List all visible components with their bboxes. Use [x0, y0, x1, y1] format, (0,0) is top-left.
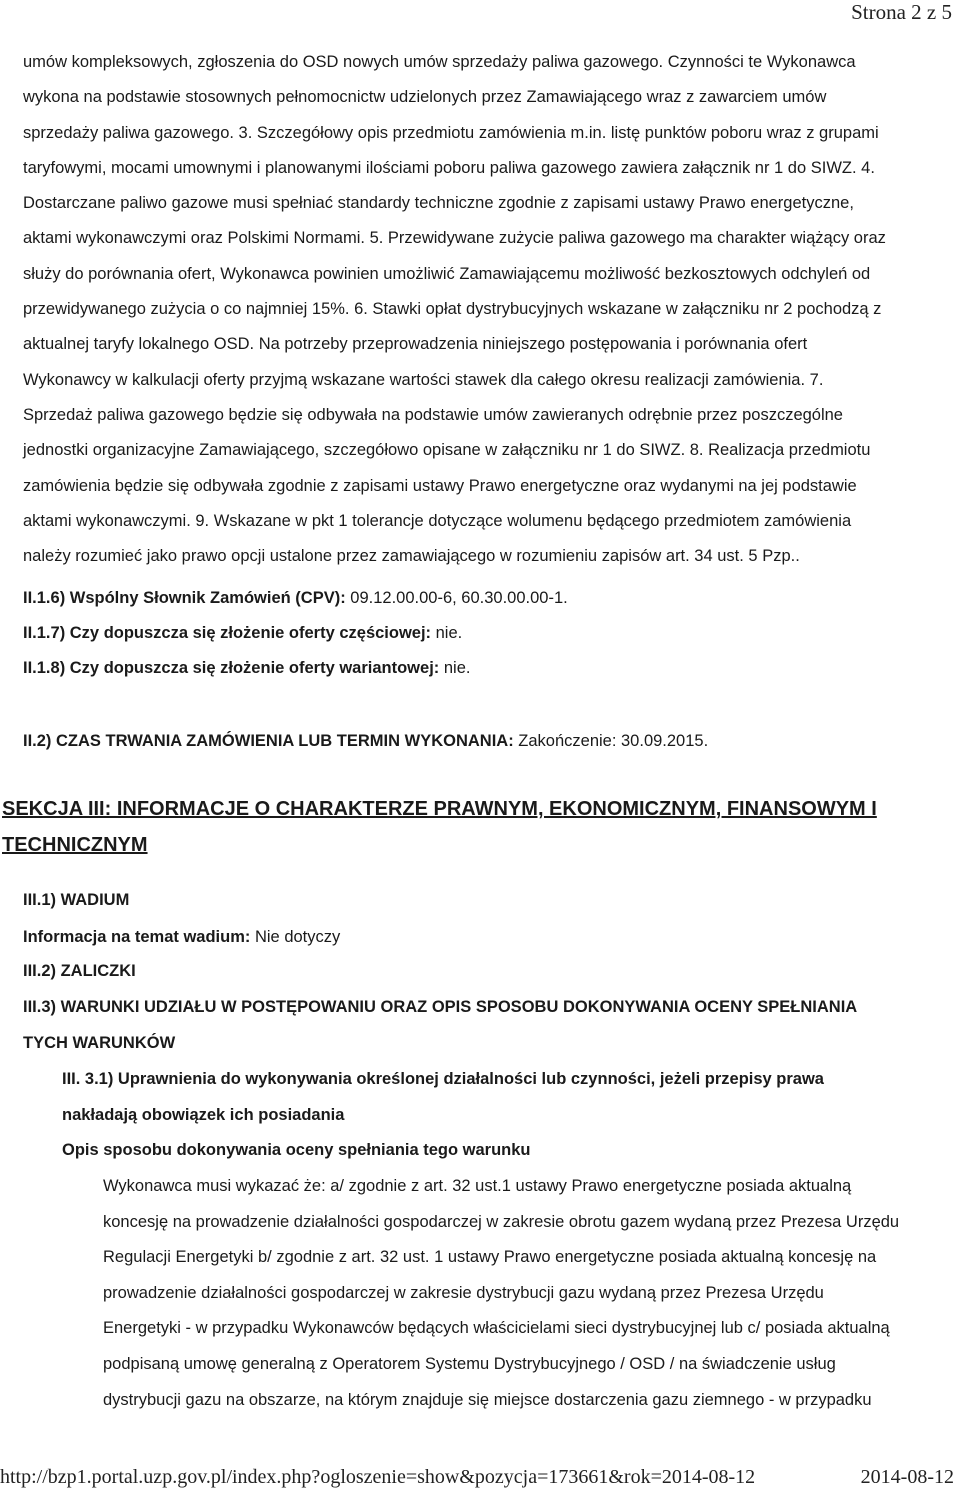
section-title-line: SEKCJA III: INFORMACJE O CHARAKTERZE PRAWNYM, EKONOMICZNYM, FINANSOWYM I — [2, 798, 877, 820]
cpv-label: II.1.6) Wspólny Słownik Zamówień (CPV): — [23, 589, 346, 607]
wadium-info-label: Informacja na temat wadium: — [23, 928, 251, 946]
uprawnienia-line: III. 3.1) Uprawnienia do wykonywania określonej działalności lub czynności, jeżeli przepisy prawa — [62, 1070, 824, 1088]
paragraph-line: Sprzedaż paliwa gazowego będzie się odbywała na podstawie umów zawieranych odrębnie przez poszczególne — [23, 405, 843, 424]
uprawnienia-line: nakładają obowiązek ich posiadania — [62, 1105, 345, 1124]
section-3-title — [2, 791, 960, 863]
cpv-value: 09.12.00.00-6, 60.30.00.00-1. — [345, 589, 568, 607]
footer-url[interactable]: http://bzp1.portal.uzp.gov.pl/index.php?ogloszenie=show&pozycja=173661&rok=2014-08-12 — [0, 1466, 756, 1488]
variant-offer-field — [23, 659, 470, 678]
cpv-field — [23, 589, 568, 608]
paragraph-line: aktami wykonawczymi. 9. Wskazane w pkt 1 tolerancje dotyczące wolumenu będącego przedmiotem zamówienia — [23, 511, 852, 530]
paragraph-line: przewidywanego zużycia o co najmniej 15%. 6. Stawki opłat dystrybucyjnych wskazane w załączniku nr 2 pochodzą z — [23, 300, 882, 319]
footer-date: 2014-08-12 — [860, 1466, 954, 1488]
duration-field — [23, 732, 708, 751]
zaliczki-heading — [23, 962, 136, 981]
section-title-line: TECHNICZNYM — [2, 834, 148, 856]
paragraph-line: sprzedaży paliwa gazowego. 3. Szczegółowy opis przedmiotu zamówienia m.in. listę punktów poboru wraz z grupami — [23, 123, 879, 142]
duration-value: Zakończenie: 30.09.2015. — [513, 732, 709, 750]
paragraph-line: wykona na podstawie stosownych pełnomocnictw udzielonych przez Zamawiającego wraz z zawarciem umów — [23, 88, 827, 107]
variant-offer-value: nie. — [439, 659, 471, 677]
uprawnienia-heading — [62, 1062, 824, 1133]
paragraph-line: aktami wykonawczymi oraz Polskimi Normami. 5. Przewidywane zużycie paliwa gazowego ma charakter wiążący oraz — [23, 229, 886, 248]
wadium-info-value: Nie dotyczy — [250, 928, 341, 946]
opis-label-text: Opis sposobu dokonywania oceny spełniania tego warunku — [62, 1141, 531, 1159]
paragraph-line: umów kompleksowych, zgłoszenia do OSD nowych umów sprzedaży paliwa gazowego. Czynności te Wykonawca — [23, 53, 856, 71]
paragraph-line: Wykonawcy w kalkulacji oferty przyjmą wskazane wartości stawek dla całego okresu realizacji zamówienia. 7. — [23, 370, 824, 389]
warunki-line: III.3) WARUNKI UDZIAŁU W POSTĘPOWANIU ORAZ OPIS SPOSOBU DOKONYWANIA OCENY SPEŁNIANIA — [23, 998, 858, 1016]
warunki-line: TYCH WARUNKÓW — [23, 1033, 176, 1052]
paragraph-line: służy do porównania ofert, Wykonawca powinien umożliwić Zamawiającemu możliwość bezkosztowych odchyleń od — [23, 264, 871, 283]
requirement-line: koncesję na prowadzenie działalności gospodarczej w zakresie obrotu gazem wydaną przez Prezesa Urzędu — [103, 1212, 900, 1231]
paragraph-line: zamówienia będzie się odbywała zgodnie z zapisami ustawy Prawo energetyczne oraz wydanymi na jej podstawie — [23, 476, 857, 495]
paragraph-line: taryfowymi, mocami umownymi i planowanymi ilościami poboru paliwa gazowego zawiera załącznik nr 1 do SIWZ. 4. — [23, 158, 875, 177]
requirement-line: podpisaną umowę generalną z Operatorem Systemu Dystrybucyjnego / OSD / na świadczenie usług — [103, 1354, 836, 1373]
requirement-text — [103, 1169, 960, 1418]
variant-offer-label: II.1.8) Czy dopuszcza się złożenie oferty wariantowej: — [23, 659, 440, 677]
paragraph-line: Dostarczane paliwo gazowe musi spełniać standardy techniczne zgodnie z zapisami ustawy Prawo energetyczne, — [23, 194, 854, 213]
paragraph-line: należy rozumieć jako prawo opcji ustalone przez zamawiającego w rozumieniu zapisów art. 34 ust. 5 Pzp.. — [23, 547, 800, 566]
wadium-heading — [23, 891, 129, 910]
page-number: Strona 2 z 5 — [851, 0, 952, 24]
partial-offer-label: II.1.7) Czy dopuszcza się złożenie oferty częściowej: — [23, 624, 432, 642]
warunki-heading — [23, 990, 857, 1061]
wadium-heading-text: III.1) WADIUM — [23, 891, 130, 909]
requirement-line: prowadzenie działalności gospodarczej w zakresie dystrybucji gazu wydaną przez Prezesa Urzędu — [103, 1283, 824, 1302]
partial-offer-field — [23, 624, 462, 643]
requirement-line: Energetyki - w przypadku Wykonawców będących właścicielami sieci dystrybucyjnej lub c/ posiada aktualną — [103, 1319, 890, 1338]
paragraph-line: aktualnej taryfy lokalnego OSD. Na potrzeby przeprowadzenia niniejszego postępowania i porównania ofert — [23, 335, 808, 354]
duration-label: II.2) CZAS TRWANIA ZAMÓWIENIA LUB TERMIN WYKONANIA: — [23, 732, 514, 750]
requirement-line: Regulacji Energetyki b/ zgodnie z art. 32 ust. 1 ustawy Prawo energetyczne posiada aktualną koncesję na — [103, 1248, 877, 1267]
zaliczki-heading-text: III.2) ZALICZKI — [23, 962, 136, 980]
paragraph-line: jednostki organizacyjne Zamawiającego, szczegółowo opisane w załączniku nr 1 do SIWZ. 8. Realizacja przedmiotu — [23, 441, 871, 460]
requirement-line: Wykonawca musi wykazać że: a/ zgodnie z art. 32 ust.1 ustawy Prawo energetyczne posiada aktualną — [103, 1177, 852, 1195]
requirement-line: dystrybucji gazu na obszarze, na którym znajduje się miejsce dostarczenia gazu ziemnego - w przypadku — [103, 1390, 872, 1409]
partial-offer-value: nie. — [431, 624, 463, 642]
wadium-info — [23, 928, 340, 947]
opis-label — [62, 1141, 531, 1160]
description-paragraph — [23, 45, 960, 574]
